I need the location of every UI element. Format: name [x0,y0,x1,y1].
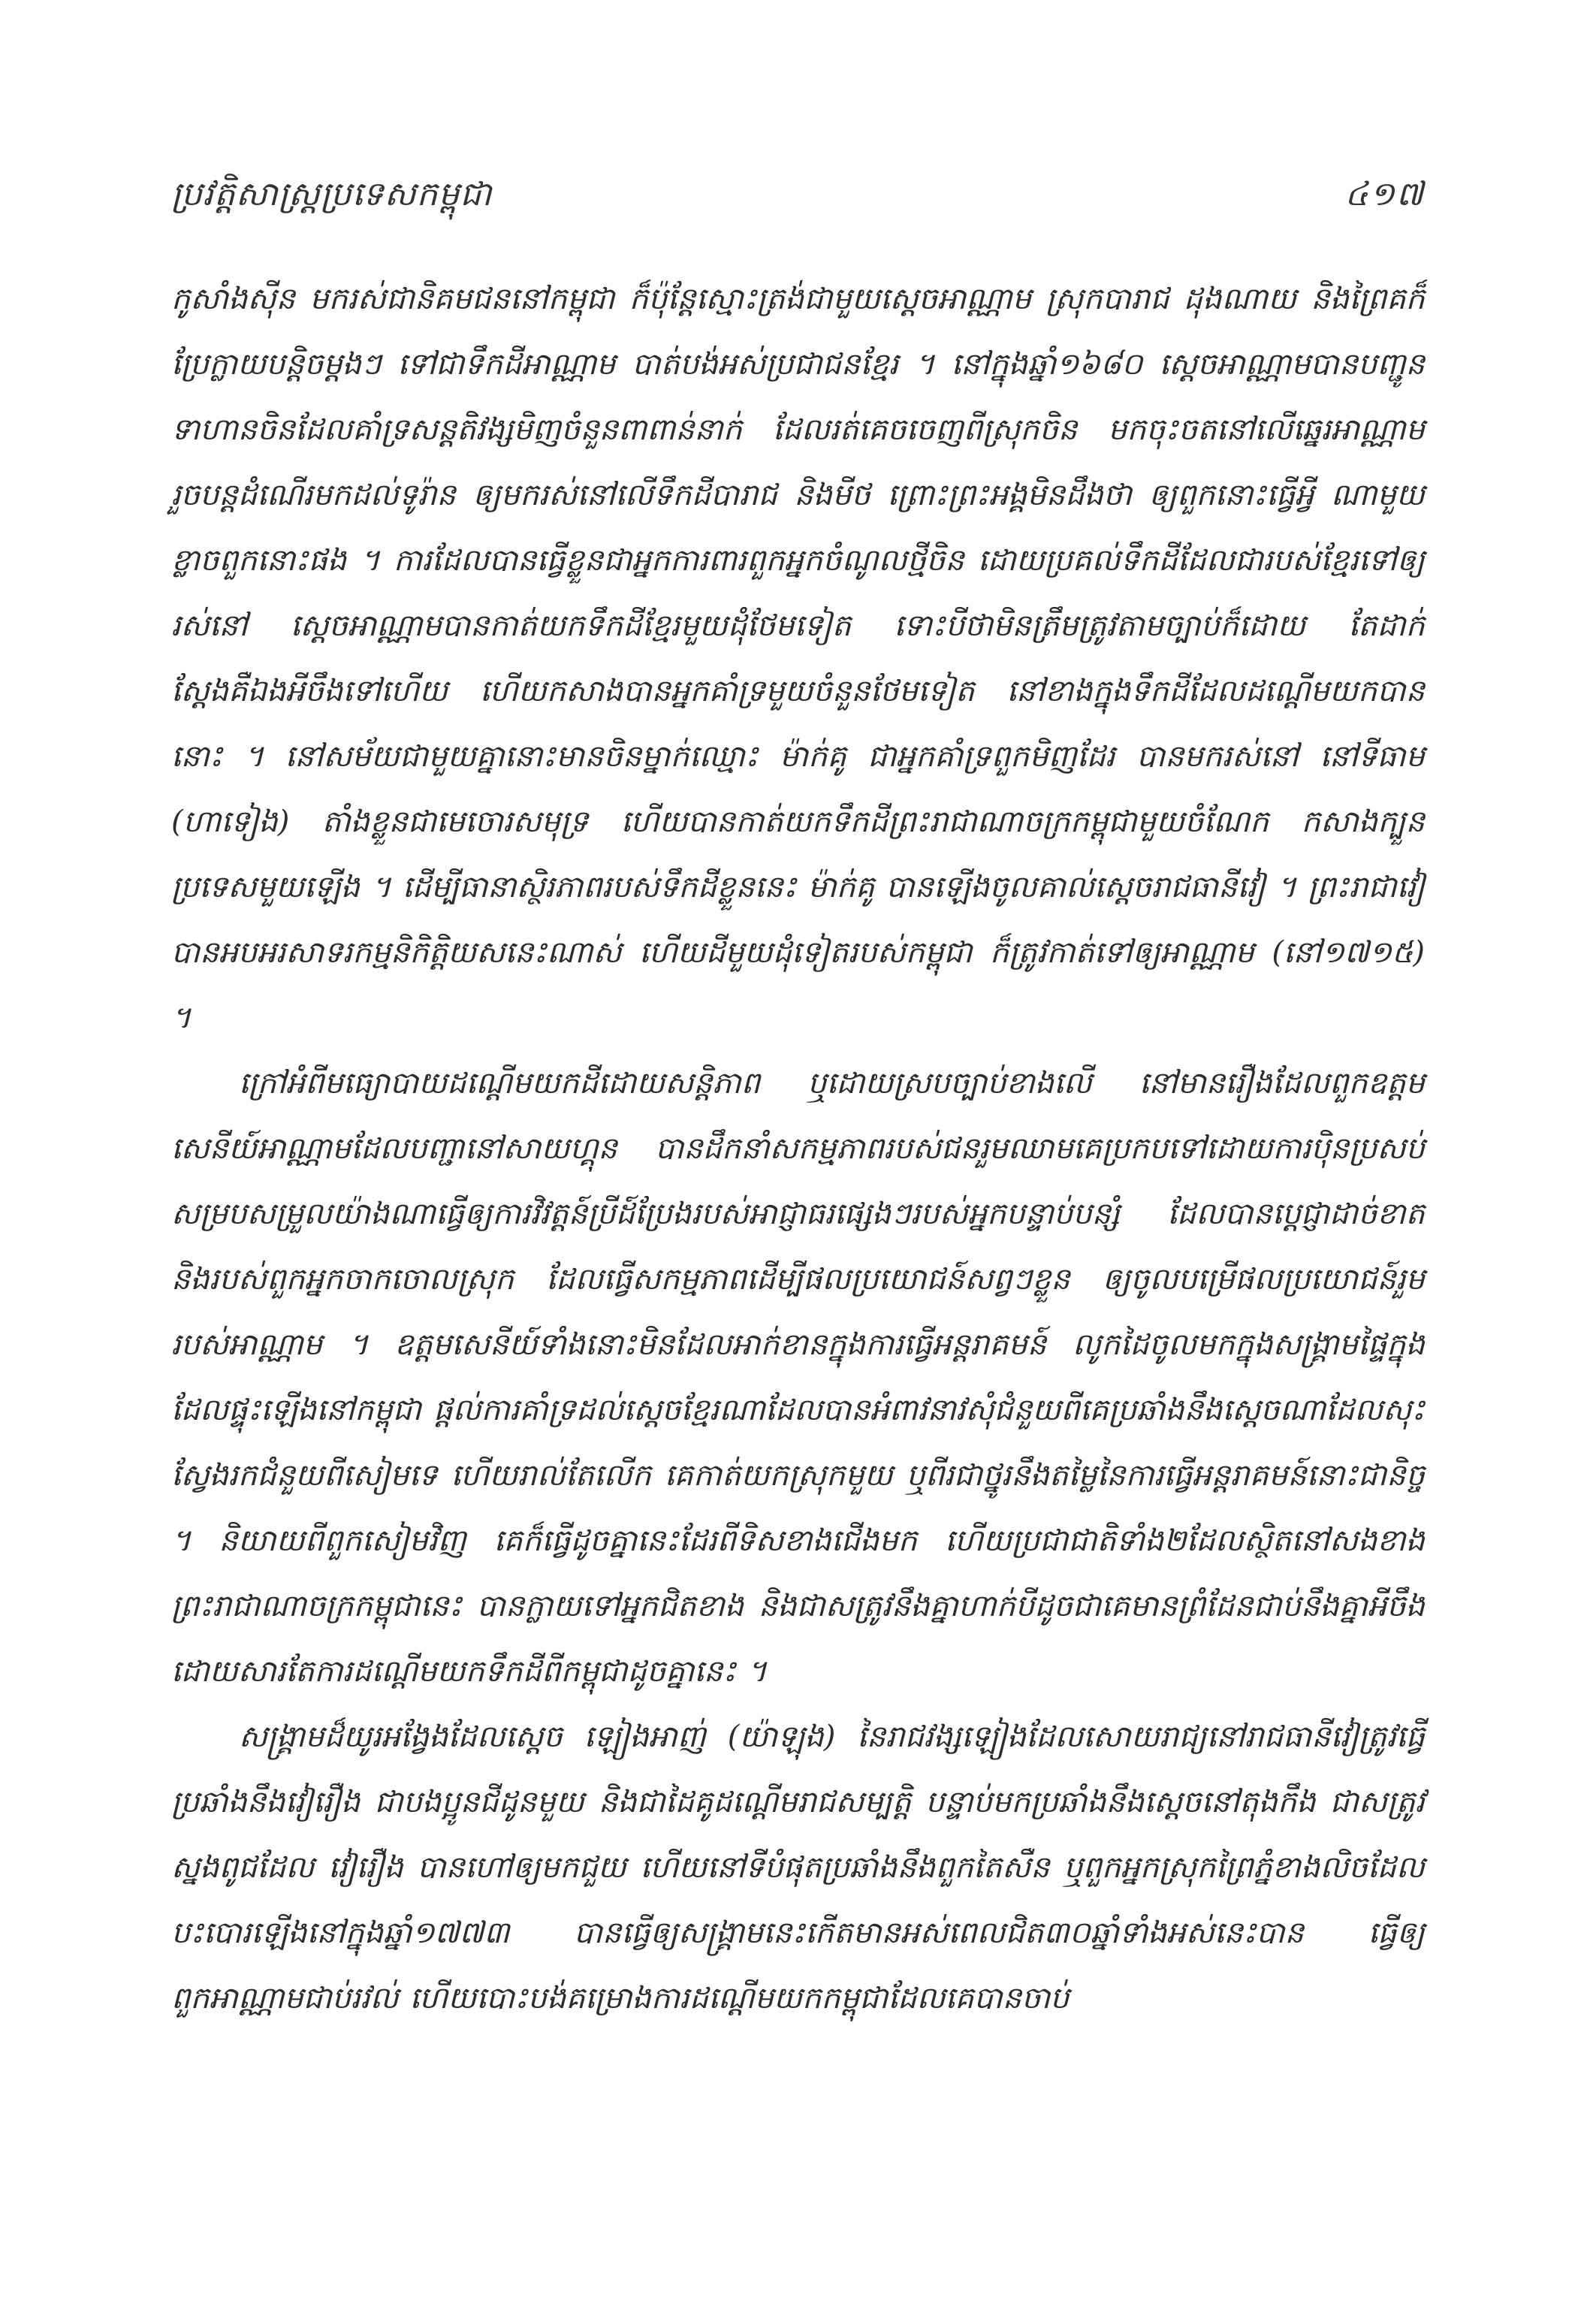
page-number: ៤១៧ [1344,175,1425,213]
paragraph: កូសាំងស៊ីន មករស់ជានិគមជននៅកម្ពុជា ក៏ប៉ុន្តែស្មោះត្រង់ជាមួយស្តេចអាណ្ណាម ស្រុកបារាជ ដុងណាយ និងព្រៃគក៏ប្រែក្លាយបន្តិចម្តងៗ ទៅជាទឹកដីអាណ្ណាម បាត់បង់អស់ប្រជាជនខ្មែរ ។ នៅក្នុងឆ្នាំ១៦៨០ ស្តេចអាណ្ណាមបានបញ្ជូនទាហានចិនដែលគាំទ្រសន្តតិវង្សមិញចំនួនពាពាន់នាក់ ដែលរត់គេចចេញពីស្រុកចិន មកចុះចតនៅលើឆ្នេរអាណ្ណាម រួចបន្តដំណើរមកដល់ទូរ៉ាន ឲ្យមករស់នៅលើទឹកដីបារាជ និងមីថ ព្រោះព្រះអង្គមិនដឹងថា ឲ្យពួកនោះធ្វើអ្វី ណាមួយខ្លាចពួកនោះផង ។ ការដែលបានធ្វើខ្លួនជាអ្នកការពារពួកអ្នកចំណូលថ្មីចិន ដោយប្រគល់ទឹកដីដែលជារបស់ខ្មែរទៅឲ្យរស់នៅ ស្តេចអាណ្ណាមបានកាត់យកទឹកដីខ្មែរមួយដុំថែមទៀត ទោះបីថាមិនត្រឹមត្រូវតាមច្បាប់ក៏ដោយ តែដាក់ស្តែងគឺឯងអីចឹងទៅហើយ ហើយកសាងបានអ្នកគាំទ្រមួយចំនួនថែមទៀត នៅខាងក្នុងទឹកដីដែលដណ្តើមយកបាននោះ ។ នៅសម័យជាមួយគ្នានោះមានចិនម្នាក់ឈ្មោះ ម៉ាក់គូ ជាអ្នកគាំទ្រពួកមិញដែរ បានមករស់នៅ នៅទីធាម (ហាទៀង) តាំងខ្លួនជាមេចោរសមុទ្រ ហើយបានកាត់យកទឹកដីព្រះរាជាណាចក្រកម្ពុជាមួយចំណែក កសាងក្បួនប្រទេសមួយឡើង ។ ដើម្បីធានាស្ថិរភាពរបស់ទឹកដីខ្លួននេះ ម៉ាក់គូ បានឡើងចូលគាល់ស្តេចរាជធានីវៀ ។ ព្រះរាជាវៀ បានអបអរសាទរកម្មនិកិត្តិយសនេះណាស់ ហើយដីមួយដុំទៀតរបស់កម្ពុជា ក៏ត្រូវកាត់ទៅឲ្យអាណ្ណាម (នៅ១៧១៥) ។ [171,282,1425,1035]
paragraph: សង្គ្រាមដ៏យូរអង្វែងដែលស្តេច ឡៀងអាញ់ (យ៉ាឡុង) នៃរាជវង្សឡៀងដែលសោយរាជ្យនៅរាជធានីវៀត្រូវធ្វើប្រឆាំងនឹងវៀរឿង ជាបងប្អូនជីដូនមួយ និងជាដៃគូដណ្តើមរាជសម្បត្តិ បន្ទាប់មកប្រឆាំងនឹងស្តេចនៅតុងកឹង ជាសត្រូវស្នងពូជដែល វៀរឿង បានហៅឲ្យមកជួយ ហើយនៅទីបំផុតប្រឆាំងនឹងពួកតៃសឺន ឬពួកអ្នកស្រុកព្រៃភ្នំខាងលិចដែលបះបោរឡើងនៅក្នុងឆ្នាំ១៧៧៣ បានធ្វើឲ្យសង្គ្រាមនេះកើតមានអស់ពេលជិត៣០ឆ្នាំទាំងអស់នេះបាន ធ្វើឲ្យពួកអាណ្ណាមជាប់រវល់ ហើយបោះបង់គម្រោងការដណ្តើមយកកម្ពុជាដែលគេបានចាប់ [171,1720,1425,2016]
running-header [171,162,1425,222]
body-text [171,267,1425,2031]
paragraph: ក្រៅអំពីមធ្យោបាយដណ្តើមយកដីដោយសន្តិភាព ឬដោយស្របច្បាប់ខាងលើ នៅមានរឿងដែលពួកឧត្តមសេនីយ៍អាណ្ណាមដែលបញ្ជានៅសាយហ្គុន បានដឹកនាំសកម្មភាពរបស់ជនរួមឈាមគេប្រកបទៅដោយការប៉ិនប្រសប់ សម្របសម្រួលយ៉ាងណាធ្វើឲ្យការវិវត្តន៍ប្រីដ៍ប្រែងរបស់អាជ្ញាធរផ្សេងៗរបស់អ្នកបន្ទាប់បន្សំ ដែលបានប្តេជ្ញាដាច់ខាត និងរបស់ពួកអ្នកចាកចោលស្រុក ដែលធ្វើសកម្មភាពដើម្បីផលប្រយោជន៍សព្វៗខ្លួន ឲ្យចូលបម្រើផលប្រយោជន៍រួមរបស់អាណ្ណាម ។ ឧត្តមសេនីយ៍ទាំងនោះមិនដែលអាក់ខានក្នុងការធ្វើអន្តរាគមន៍ លូកដៃចូលមកក្នុងសង្គ្រាមផ្ទៃក្នុងដែលផ្ទុះឡើងនៅកម្ពុជា ផ្តល់ការគាំទ្រដល់ស្តេចខ្មែរណាដែលបានអំពាវនាវសុំជំនួយពីគេប្រឆាំងនឹងស្តេចណាដែលសុះស្វែងរកជំនួយពីសៀមទេ ហើយរាល់តែលើក គេកាត់យកស្រុកមួយ ឬពីរជាថ្នូរនឹងតម្លៃនៃការធ្វើអន្តរាគមន៍នោះជានិច្ច ។ និយាយពីពួកសៀមវិញ គេក៏ធ្វើដូចគ្នានេះដែរពីទិសខាងជើងមក ហើយប្រជាជាតិទាំង២ដែលស្ថិតនៅសងខាងព្រះរាជាណាចក្រកម្ពុជានេះ បានក្លាយទៅអ្នកជិតខាង និងជាសត្រូវនឹងគ្នាហាក់បីដូចជាគេមានព្រំដែនជាប់នឹងគ្នាអីចឹង ដោយសារតែការដណ្តើមយកទឹកដីពីកម្ពុជាដូចគ្នានេះ ។ [171,1066,1425,1689]
book-title: ប្រវត្តិសាស្ត្រប្រទេសកម្ពុជា [171,175,493,213]
